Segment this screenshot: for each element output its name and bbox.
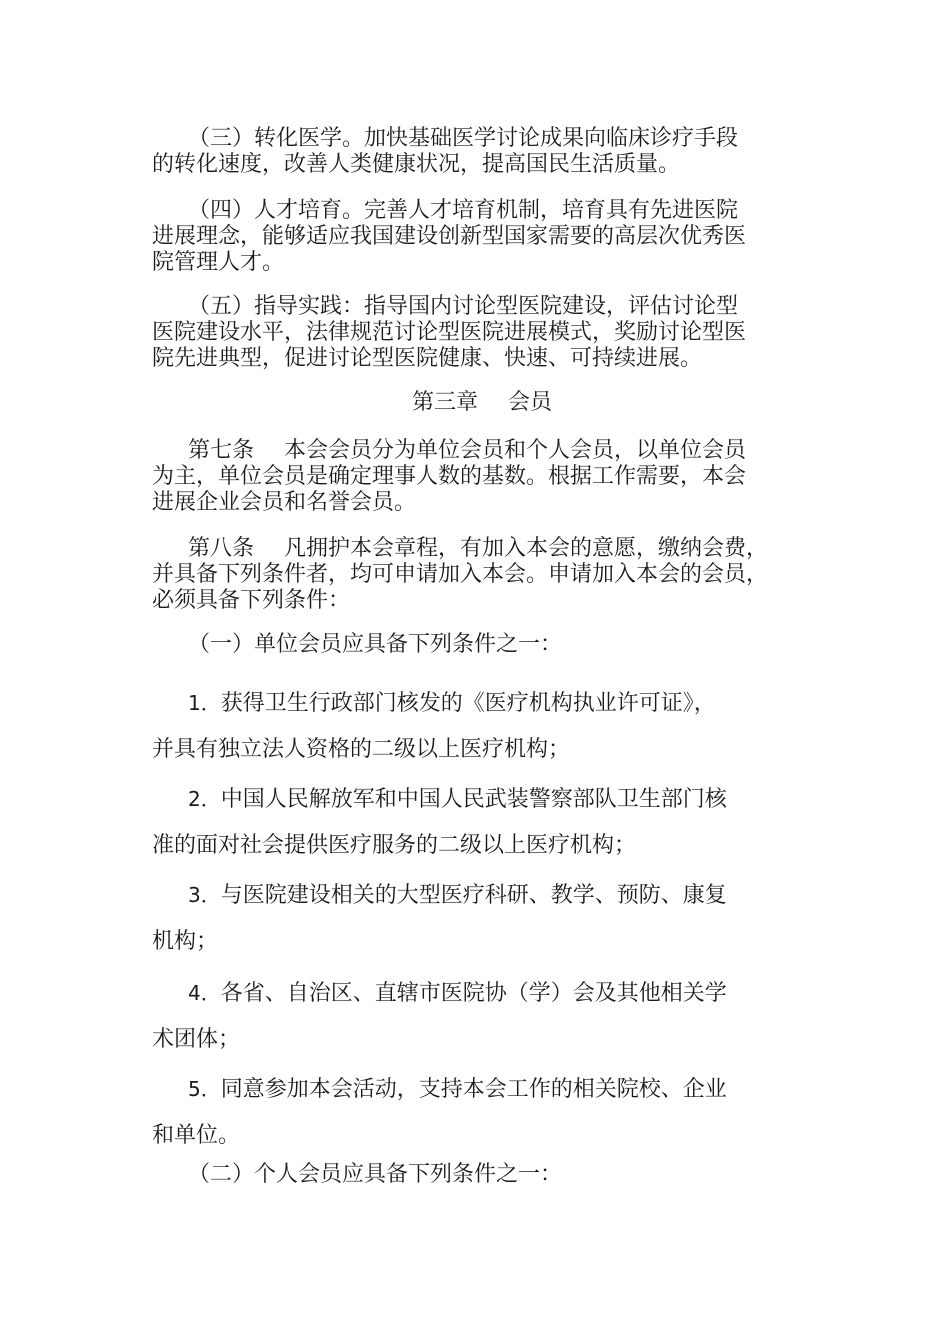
- chapter-number: 第三章: [411, 390, 478, 415]
- paragraph-line: （三）转化医学。加快基础医学讨论成果向临床诊疗手段: [188, 126, 739, 151]
- paragraph-translational-medicine: [152, 126, 812, 178]
- paragraph-line: 院先进典型，促进讨论型医院健康、快速、可持续进展。: [152, 346, 703, 371]
- paragraph-line: 进展理念，能够适应我国建设创新型国家需要的高层次优秀医: [152, 224, 747, 249]
- list-item: 1．获得卫生行政部门核发的《医疗机构执业许可证》， 并具有独立法人资格的二级以上医疗机构；: [152, 691, 716, 762]
- item-number: 5．: [188, 1077, 221, 1101]
- paragraph-line: 医院建设水平，法律规范讨论型医院进展模式，奖励讨论型医: [152, 320, 747, 345]
- article-label: 第八条: [188, 536, 255, 561]
- paragraph-line: 进展企业会员和名誉会员。: [152, 490, 417, 515]
- list-item: 5．同意参加本会活动，支持本会工作的相关院校、企业 和单位。: [152, 1077, 727, 1148]
- paragraph-line: 第八条 凡拥护本会章程，有加入本会的意愿，缴纳会费，: [188, 536, 769, 561]
- paragraph-talent-training: [152, 198, 812, 276]
- article-7: [152, 438, 812, 516]
- list-item: 2．中国人民解放军和中国人民武装警察部队卫生部门核 准的面对社会提供医疗服务的二级以上医疗机构；: [152, 787, 727, 858]
- paragraph-line: 为主，单位会员是确定理事人数的基数。根据工作需要，本会: [152, 464, 747, 489]
- list-item: 3．与医院建设相关的大型医疗科研、教学、预防、康复 机构；: [152, 883, 727, 954]
- item-number: 2．: [188, 787, 221, 811]
- paragraph-line: （四）人才培育。完善人才培育机制，培育具有先进医院: [188, 198, 739, 223]
- chapter-heading: [152, 390, 812, 416]
- unit-members-heading: （一）单位会员应具备下列条件之一：: [188, 632, 563, 657]
- item-number: 4．: [188, 981, 221, 1005]
- item-number: 3．: [188, 883, 221, 907]
- paragraph-line: 的转化速度，改善人类健康状况，提高国民生活质量。: [152, 152, 681, 177]
- chapter-title: 会员: [508, 390, 553, 415]
- article-8: [152, 536, 812, 614]
- article-label: 第七条: [188, 438, 255, 463]
- paragraph-line: 必须具备下列条件：: [152, 588, 351, 613]
- paragraph-line: 院管理人才。: [152, 250, 285, 275]
- paragraph-guide-practice: [152, 294, 812, 372]
- paragraph-line: 第七条 本会会员分为单位会员和个人会员，以单位会员: [188, 438, 747, 463]
- list-item: 4．各省、自治区、直辖市医院协（学）会及其他相关学 术团体；: [152, 981, 727, 1052]
- paragraph-line: （五）指导实践：指导国内讨论型医院建设，评估讨论型: [188, 294, 739, 319]
- paragraph-line: 并具备下列条件者，均可申请加入本会。申请加入本会的会员，: [152, 562, 769, 587]
- individual-members-heading: （二）个人会员应具备下列条件之一：: [188, 1162, 563, 1187]
- item-number: 1．: [188, 691, 221, 715]
